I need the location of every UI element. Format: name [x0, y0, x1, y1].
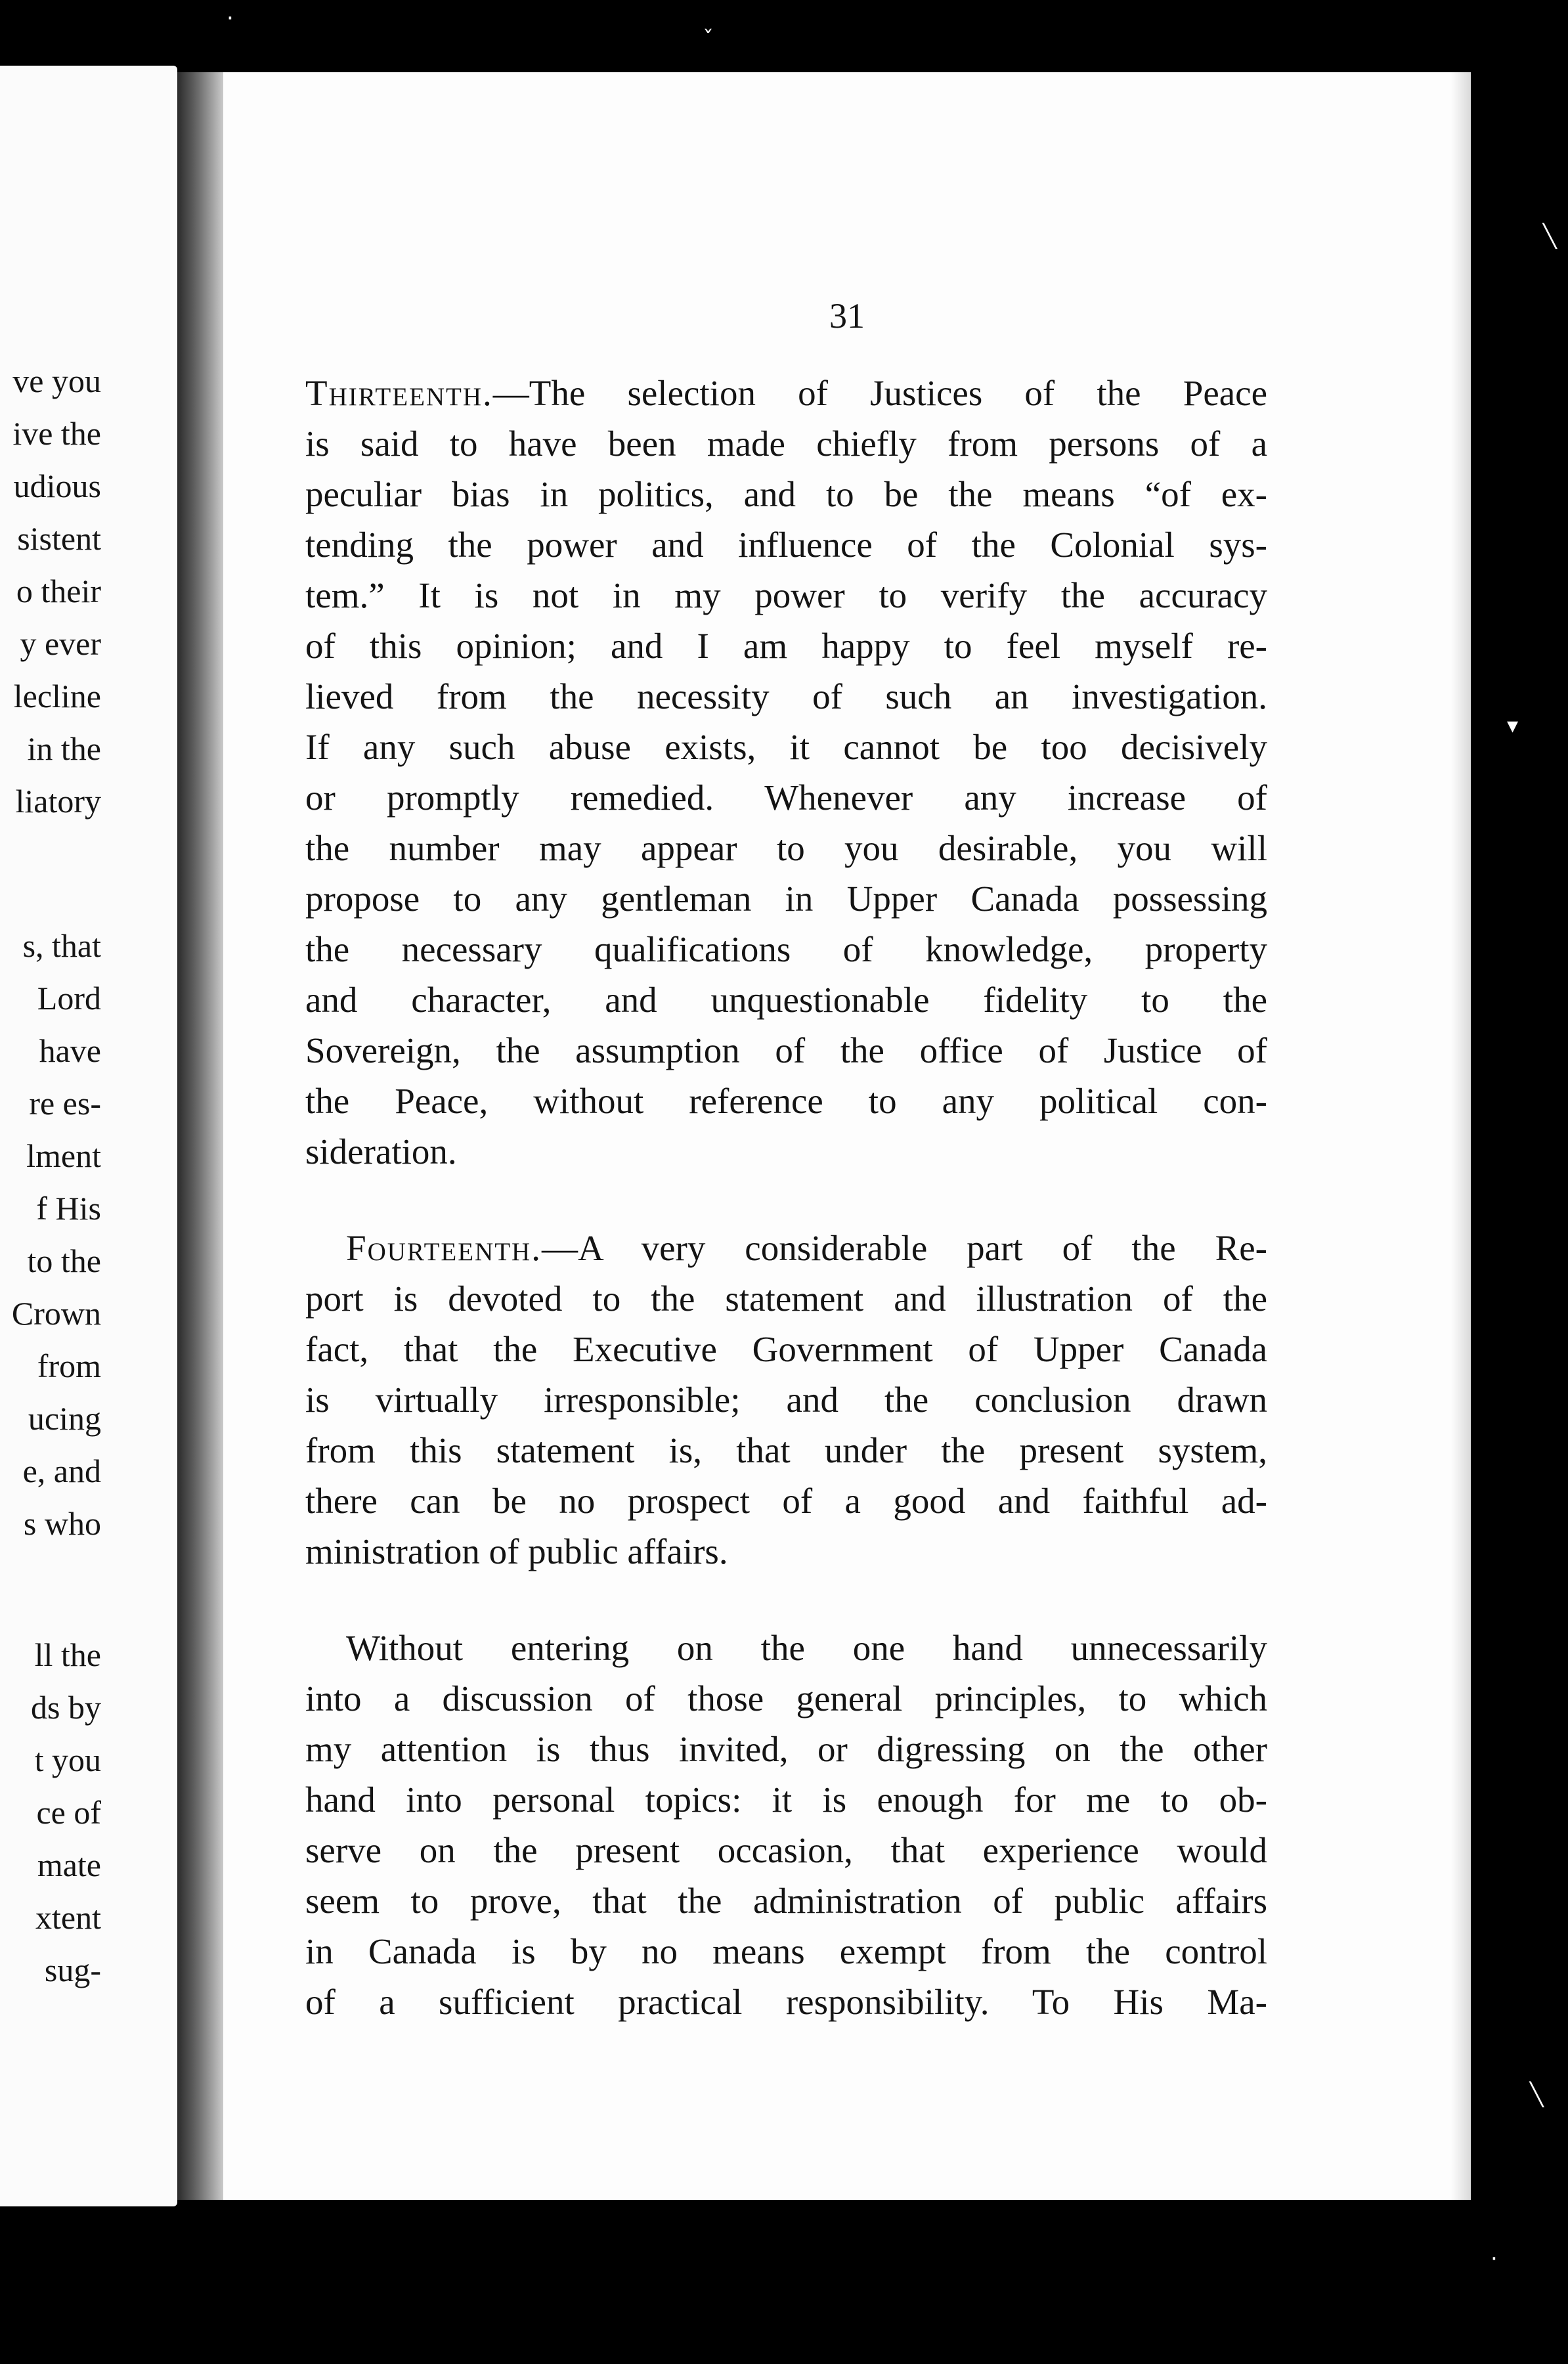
text-line: from this statement is, that under the present system,	[305, 1430, 1267, 1470]
text-line: propose to any gentleman in Upper Canada possessing	[305, 879, 1267, 919]
text-line: and character, and unquestionable fidelity to the	[305, 980, 1267, 1020]
left-page-fragment: t you	[34, 1741, 101, 1778]
text-line: peculiar bias in politics, and to be the means “of ex-	[305, 474, 1267, 514]
text-line: Thirteenth.—The selection of Justices of the Peace	[305, 373, 1267, 413]
left-page-fragment: ds by	[31, 1689, 101, 1726]
left-page-fragment: liatory	[15, 783, 101, 820]
text-line: the number may appear to you desirable, you will	[305, 828, 1267, 868]
text-line: my attention is thus invited, or digressing on the other	[305, 1729, 1267, 1769]
left-page-fragment: lment	[26, 1137, 101, 1174]
left-page-fragment: udious	[13, 468, 101, 504]
text-line: port is devoted to the statement and illustration of the	[305, 1279, 1267, 1319]
text-line: seem to prove, that the administration of public affairs	[305, 1881, 1267, 1921]
body-text	[305, 368, 1267, 2027]
left-page-fragment: to the	[27, 1242, 101, 1279]
text-line: of this opinion; and I am happy to feel myself re-	[305, 626, 1267, 666]
scan-speck-icon: ▾	[1507, 712, 1519, 739]
page-number: 31	[829, 296, 865, 336]
text-line: is virtually irresponsible; and the conclusion drawn	[305, 1380, 1267, 1420]
text-line: the necessary qualifications of knowledge, property	[305, 929, 1267, 969]
paragraph-fourteenth	[305, 1223, 1267, 1577]
text-line: in Canada is by no means exempt from the control	[305, 1931, 1267, 1971]
scan-speck-icon: ·	[227, 5, 234, 32]
paragraph-without-entering	[305, 1623, 1267, 2027]
left-page-fragment: ll the	[34, 1636, 101, 1673]
text-line: of a sufficient practical responsibility. To His Ma-	[305, 1982, 1267, 2022]
left-page-fragment: s who	[23, 1505, 101, 1542]
text-line: tem.” It is not in my power to verify the accuracy	[305, 575, 1267, 615]
left-page-fragment: mate	[37, 1847, 101, 1883]
left-page-fragment: o their	[16, 573, 101, 609]
scan-speck-icon: ╲	[1543, 223, 1557, 250]
text-line: tending the power and influence of the Colonial sys-	[305, 525, 1267, 565]
text-line: sideration.	[305, 1131, 457, 1171]
previous-page-edge	[0, 66, 177, 2206]
text-line: Without entering on the one hand unnecessarily	[346, 1628, 1267, 1668]
section-heading: Fourteenth.	[346, 1228, 542, 1268]
text-line: fact, that the Executive Government of Upper Canada	[305, 1329, 1267, 1369]
text-line: there can be no prospect of a good and faithful ad-	[305, 1481, 1267, 1521]
left-page-fragment: from	[37, 1347, 101, 1384]
left-page-fragment: sug-	[44, 1952, 101, 1988]
left-page-fragment: have	[39, 1032, 101, 1069]
scan-speck-icon: ·	[1491, 2246, 1498, 2272]
left-page-fragment: Crown	[11, 1295, 101, 1332]
text-line: serve on the present occasion, that experience would	[305, 1830, 1267, 1870]
text-line: lieved from the necessity of such an investigation.	[305, 676, 1267, 716]
text-line: Fourteenth.—A very considerable part of the Re-	[346, 1228, 1267, 1268]
section-heading: Thirteenth.	[305, 373, 493, 413]
left-page-fragment: ve you	[12, 362, 101, 399]
left-page-fragment: in the	[27, 730, 101, 767]
left-page-fragment: ive the	[12, 415, 101, 452]
left-page-fragment: s, that	[22, 927, 101, 964]
text-line: into a discussion of those general principles, to which	[305, 1678, 1267, 1718]
scan-speck-icon: ˇ	[703, 26, 714, 53]
text-line: the Peace, without reference to any political con-	[305, 1081, 1267, 1121]
paragraph-thirteenth	[305, 368, 1267, 1177]
left-page-fragment: re es-	[29, 1085, 101, 1122]
text-line: If any such abuse exists, it cannot be too decisively	[305, 727, 1267, 767]
left-page-fragment: ucing	[28, 1400, 101, 1437]
text-line: is said to have been made chiefly from persons of a	[305, 424, 1267, 464]
scan-speck-icon: ╲	[1530, 2082, 1544, 2108]
left-page-fragment: y ever	[20, 625, 101, 662]
text-line: Sovereign, the assumption of the office of Justice of	[305, 1030, 1267, 1070]
left-page-fragment: e, and	[22, 1453, 101, 1489]
text-line: or promptly remedied. Whenever any increase of	[305, 777, 1267, 818]
text-line: hand into personal topics: it is enough for me to ob-	[305, 1780, 1267, 1820]
left-page-fragment: Lord	[37, 980, 101, 1017]
text-line: ministration of public affairs.	[305, 1531, 728, 1571]
left-page-fragment: ce of	[36, 1794, 101, 1831]
left-page-fragment: lecline	[13, 678, 101, 714]
left-page-fragment: xtent	[35, 1899, 101, 1936]
left-page-fragment: sistent	[17, 520, 101, 557]
left-page-fragment: f His	[36, 1190, 101, 1227]
